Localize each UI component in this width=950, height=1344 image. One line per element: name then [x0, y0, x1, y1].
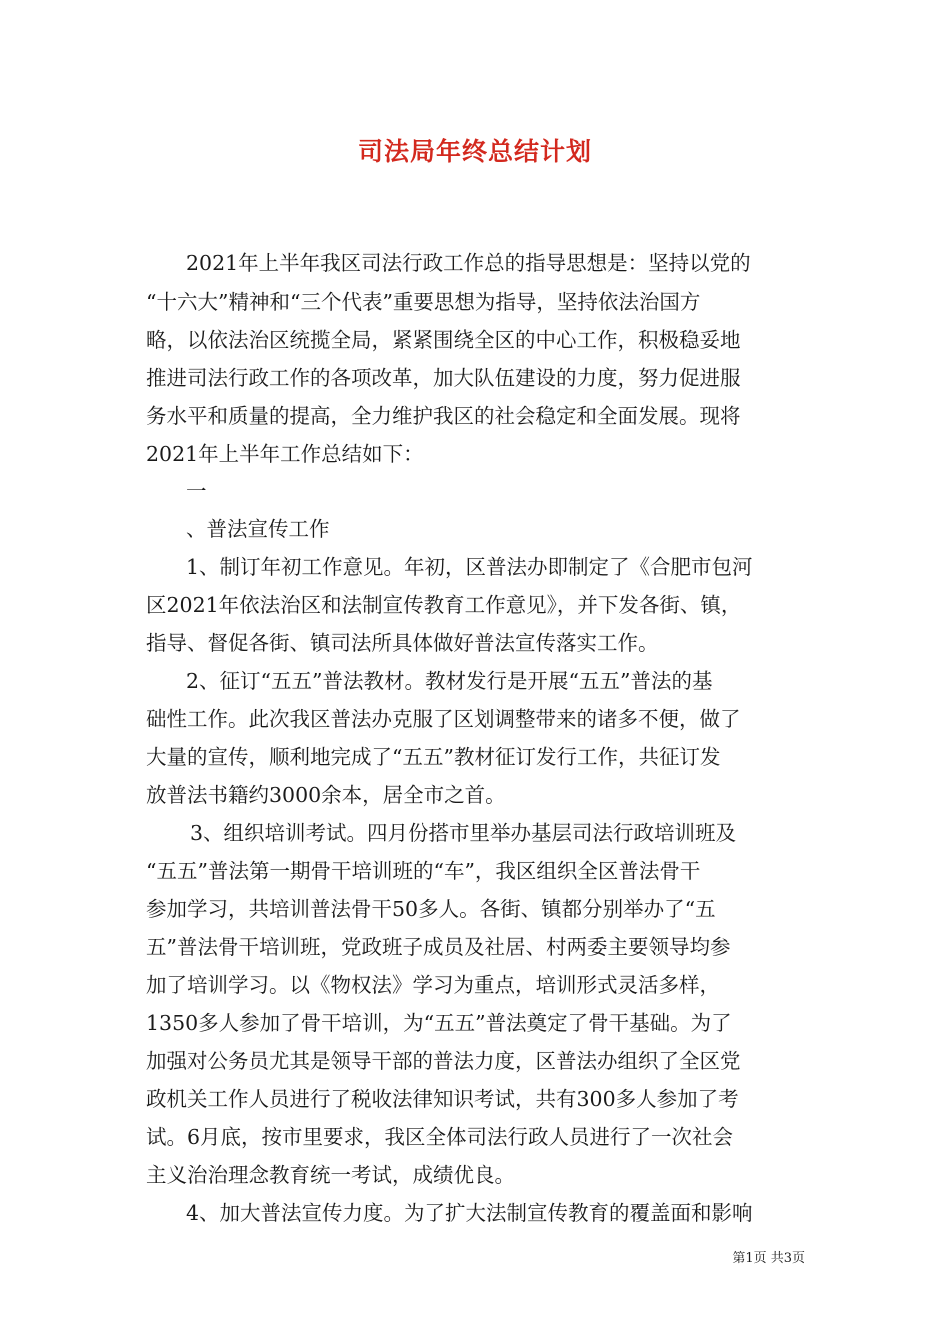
text-line: 大量的宣传，顺利地完成了“五五”教材征订发行工作，共征订发	[146, 745, 721, 769]
text-line: 五”普法骨干培训班，党政班子成员及社居、村两委主要领导均参	[146, 935, 731, 959]
section-number: 一	[186, 479, 207, 503]
text-line: 指导、督促各街、镇司法所具体做好普法宣传落实工作。	[146, 631, 659, 655]
text-line: 2021年上半年我区司法行政工作总的指导思想是：坚持以党的	[186, 251, 751, 275]
text-line: 加了培训学习。以《物权法》学习为重点，培训形式灵活多样，	[146, 973, 720, 997]
text-line: 3、组织培训考试。四月份搭市里举办基层司法行政培训班及	[190, 821, 737, 845]
text-line: 4、加大普法宣传力度。为了扩大法制宣传教育的覆盖面和影响	[186, 1201, 753, 1225]
text-line: 2021年上半年工作总结如下：	[146, 442, 424, 466]
page-title: 司法局年终总结计划	[357, 137, 592, 166]
text-line: 政机关工作人员进行了税收法律知识考试，共有300多人参加了考	[146, 1087, 739, 1111]
text-line: 推进司法行政工作的各项改革，加大队伍建设的力度，努力促进服	[146, 366, 741, 390]
text-line: 略，以依法治区统揽全局，紧紧围绕全区的中心工作，积极稳妥地	[146, 328, 741, 352]
text-line: 参加学习，共培训普法骨干50多人。各街、镇都分别举办了“五	[146, 897, 716, 921]
text-line: 试。6月底，按市里要求，我区全体司法行政人员进行了一次社会	[146, 1125, 734, 1149]
text-line: 1350多人参加了骨干培训，为“五五”普法奠定了骨干基础。为了	[146, 1011, 732, 1035]
section-heading: 、普法宣传工作	[186, 517, 330, 541]
text-line: 务水平和质量的提高，全力维护我区的社会稳定和全面发展。现将	[146, 404, 741, 428]
text-line: 础性工作。此次我区普法办克服了区划调整带来的诸多不便，做了	[146, 707, 741, 731]
text-line: 放普法书籍约3000余本，居全市之首。	[146, 783, 506, 807]
text-line: “五五”普法第一期骨干培训班的“车”，我区组织全区普法骨干	[146, 859, 701, 883]
text-line: 1、制订年初工作意见。年初，区普法办即制定了《合肥市包河	[186, 555, 753, 579]
page-number: 第1页 共3页	[732, 1251, 805, 1266]
text-line: 区2021年依法治区和法制宣传教育工作意见》，并下发各街、镇，	[146, 593, 742, 617]
text-line: 加强对公务员尤其是领导干部的普法力度，区普法办组织了全区党	[146, 1049, 741, 1073]
text-line: 主义治治理念教育统一考试，成绩优良。	[146, 1163, 515, 1187]
text-line: 2、征订“五五”普法教材。教材发行是开展“五五”普法的基	[186, 669, 713, 693]
text-line: “十六大”精神和“三个代表”重要思想为指导，坚持依法治国方	[146, 290, 701, 314]
